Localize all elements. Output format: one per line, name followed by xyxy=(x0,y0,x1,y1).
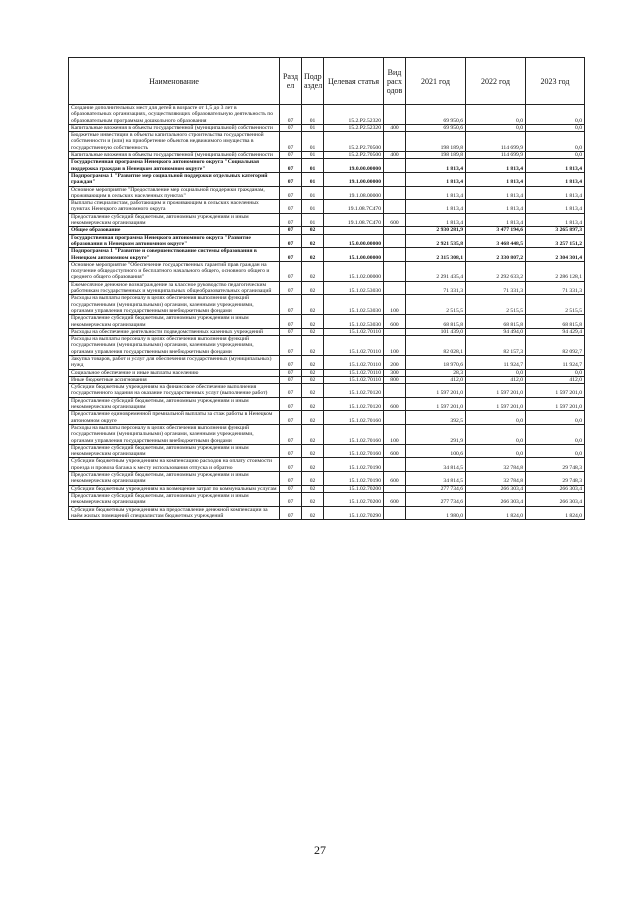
row-target-article-cell: 15.1.02.70110 xyxy=(324,355,384,369)
row-2023-cell: 1 597 201,0 xyxy=(526,397,585,411)
row-expense-type-cell: 600 xyxy=(384,492,406,506)
table-body xyxy=(69,105,585,520)
row-2021-cell: 2 315 308,1 xyxy=(406,248,466,262)
row-2022-cell: 114 699,9 xyxy=(466,152,526,159)
table-row xyxy=(69,336,585,356)
row-2021-cell: 68 815,8 xyxy=(406,315,466,329)
row-target-article-cell: 15.1.02.70200 xyxy=(324,492,384,506)
row-section-cell: 07 xyxy=(280,485,302,492)
row-2022-cell: 0,0 xyxy=(466,411,526,425)
row-subsection-cell: 02 xyxy=(302,261,324,281)
row-2021-cell: 69 950,6 xyxy=(406,124,466,131)
row-2022-cell: 68 815,8 xyxy=(466,315,526,329)
row-2022-cell: 32 784,8 xyxy=(466,472,526,486)
row-2023-cell: 0,0 xyxy=(526,424,585,444)
row-2022-cell: 2 515,5 xyxy=(466,295,526,315)
row-2022-cell: 3 468 448,5 xyxy=(466,234,526,248)
page-number: 27 xyxy=(314,843,326,857)
row-subsection-cell: 02 xyxy=(302,234,324,248)
row-name-cell: Капитальные вложения в объекты государственной (муниципальной) собственности xyxy=(69,152,280,159)
row-subsection-cell: 02 xyxy=(302,506,324,520)
row-section-cell: 07 xyxy=(280,397,302,411)
table-row xyxy=(69,186,585,200)
row-subsection-cell: 02 xyxy=(302,227,324,234)
row-2022-cell: 11 924,7 xyxy=(466,355,526,369)
row-subsection-cell: 01 xyxy=(302,124,324,131)
row-2022-cell: 1 813,4 xyxy=(466,213,526,227)
row-name-cell: Закупка товаров, работ и услуг для обеспечения государственных (муниципальных) нужд xyxy=(69,355,280,369)
row-target-article-cell: 15.1.02.70110 xyxy=(324,376,384,383)
row-target-article-cell: 15.1.02.70160 xyxy=(324,411,384,425)
header-year-2023: 2023 год xyxy=(526,58,585,105)
row-2023-cell: 266 303,4 xyxy=(526,492,585,506)
row-expense-type-cell: 400 xyxy=(384,152,406,159)
budget-table xyxy=(68,57,585,520)
row-section-cell: 07 xyxy=(280,200,302,214)
row-target-article-cell: 15.2.Р2.70500 xyxy=(324,152,384,159)
row-2023-cell: 0,0 xyxy=(526,369,585,376)
row-2022-cell: 2 292 633,2 xyxy=(466,261,526,281)
row-section-cell: 07 xyxy=(280,213,302,227)
table-row xyxy=(69,384,585,398)
row-expense-type-cell: 600 xyxy=(384,397,406,411)
row-2023-cell: 68 815,8 xyxy=(526,315,585,329)
row-2022-cell: 82 157,3 xyxy=(466,336,526,356)
row-subsection-cell: 02 xyxy=(302,444,324,458)
row-target-article-cell: 19.1.08.7С470 xyxy=(324,200,384,214)
row-2021-cell: 2 515,5 xyxy=(406,295,466,315)
row-target-article-cell xyxy=(324,227,384,234)
row-name-cell: Социальное обеспечение и иные выплаты населению xyxy=(69,369,280,376)
row-target-article-cell: 15.1.02.70160 xyxy=(324,444,384,458)
row-2021-cell: 392,5 xyxy=(406,411,466,425)
row-subsection-cell: 02 xyxy=(302,295,324,315)
row-target-article-cell: 15.1.02.70120 xyxy=(324,397,384,411)
row-subsection-cell: 01 xyxy=(302,159,324,173)
row-2023-cell: 11 924,7 xyxy=(526,355,585,369)
row-2021-cell: 2 921 535,8 xyxy=(406,234,466,248)
row-target-article-cell: 19.1.08.7С470 xyxy=(324,213,384,227)
row-name-cell: Предоставление субсидий бюджетным, автономным учреждениям и иным некоммерческим организациям xyxy=(69,315,280,329)
row-name-cell: Выплаты специалистам, работающим и проживающим в сельских населенных пунктах Ненецкого автономного округа xyxy=(69,200,280,214)
row-2022-cell: 0,0 xyxy=(466,369,526,376)
table-row xyxy=(69,328,585,335)
row-subsection-cell: 02 xyxy=(302,424,324,444)
row-2023-cell: 0,0 xyxy=(526,132,585,152)
row-2023-cell: 412,0 xyxy=(526,376,585,383)
row-section-cell: 07 xyxy=(280,458,302,472)
row-expense-type-cell xyxy=(384,458,406,472)
table-row xyxy=(69,152,585,159)
row-subsection-cell: 01 xyxy=(302,213,324,227)
row-expense-type-cell: 600 xyxy=(384,472,406,486)
row-2022-cell: 0,0 xyxy=(466,444,526,458)
row-target-article-cell: 15.0.00.00000 xyxy=(324,234,384,248)
row-target-article-cell: 15.2.Р2.52320 xyxy=(324,124,384,131)
row-section-cell: 07 xyxy=(280,355,302,369)
row-name-cell: Государственная программа Ненецкого автономного округа "Развитие образования в Ненецком автономном округе" xyxy=(69,234,280,248)
row-target-article-cell: 15.1.02.70120 xyxy=(324,384,384,398)
table-row xyxy=(69,227,585,234)
row-expense-type-cell: 300 xyxy=(384,369,406,376)
row-2023-cell: 1 813,4 xyxy=(526,213,585,227)
row-expense-type-cell: 600 xyxy=(384,444,406,458)
row-2022-cell: 94 494,0 xyxy=(466,328,526,335)
row-expense-type-cell xyxy=(384,506,406,520)
header-year-2021: 2021 год xyxy=(406,58,466,105)
row-target-article-cell: 15.1.02.70200 xyxy=(324,485,384,492)
row-2022-cell: 1 813,4 xyxy=(466,200,526,214)
row-2021-cell: 291,9 xyxy=(406,424,466,444)
table-row xyxy=(69,132,585,152)
row-2023-cell: 29 748,3 xyxy=(526,458,585,472)
row-subsection-cell: 02 xyxy=(302,485,324,492)
row-2022-cell: 1 597 201,0 xyxy=(466,384,526,398)
row-2023-cell: 2 304 301,4 xyxy=(526,248,585,262)
row-section-cell: 07 xyxy=(280,132,302,152)
row-expense-type-cell xyxy=(384,132,406,152)
table-row xyxy=(69,124,585,131)
row-target-article-cell: 15.1.02.70110 xyxy=(324,328,384,335)
row-subsection-cell: 02 xyxy=(302,355,324,369)
row-target-article-cell: 15.1.02.70160 xyxy=(324,424,384,444)
row-2021-cell: 1 813,4 xyxy=(406,186,466,200)
row-expense-type-cell xyxy=(384,261,406,281)
row-2023-cell: 0,0 xyxy=(526,152,585,159)
table-row xyxy=(69,506,585,520)
row-expense-type-cell: 400 xyxy=(384,124,406,131)
table-row xyxy=(69,172,585,186)
row-section-cell: 07 xyxy=(280,369,302,376)
row-2023-cell: 1 813,4 xyxy=(526,200,585,214)
row-2021-cell: 69 950,6 xyxy=(406,105,466,125)
row-section-cell: 07 xyxy=(280,234,302,248)
row-2021-cell: 2 930 281,9 xyxy=(406,227,466,234)
row-subsection-cell: 02 xyxy=(302,472,324,486)
row-2021-cell: 1 597 201,0 xyxy=(406,384,466,398)
table-row xyxy=(69,444,585,458)
row-expense-type-cell xyxy=(384,234,406,248)
row-subsection-cell: 01 xyxy=(302,152,324,159)
row-2023-cell: 1 597 201,0 xyxy=(526,384,585,398)
row-subsection-cell: 02 xyxy=(302,248,324,262)
row-subsection-cell: 02 xyxy=(302,281,324,295)
table-row xyxy=(69,458,585,472)
table-row xyxy=(69,492,585,506)
table-row xyxy=(69,424,585,444)
row-2023-cell: 29 748,3 xyxy=(526,472,585,486)
row-2022-cell: 114 699,9 xyxy=(466,132,526,152)
row-expense-type-cell xyxy=(384,384,406,398)
row-2023-cell: 2 515,5 xyxy=(526,295,585,315)
table-row xyxy=(69,248,585,262)
row-subsection-cell: 02 xyxy=(302,376,324,383)
table-row xyxy=(69,376,585,383)
row-target-article-cell: 15.1.02.00000 xyxy=(324,261,384,281)
row-subsection-cell: 02 xyxy=(302,336,324,356)
row-expense-type-cell xyxy=(384,172,406,186)
row-section-cell: 07 xyxy=(280,411,302,425)
row-name-cell: Предоставление субсидий бюджетным, автономным учреждениям и иным некоммерческим организациям xyxy=(69,213,280,227)
row-section-cell: 07 xyxy=(280,281,302,295)
row-target-article-cell: 19.0.00.00000 xyxy=(324,159,384,173)
row-2021-cell: 100,6 xyxy=(406,444,466,458)
row-expense-type-cell: 100 xyxy=(384,295,406,315)
table-row xyxy=(69,105,585,125)
row-2022-cell: 1 813,4 xyxy=(466,172,526,186)
row-2021-cell: 1 813,4 xyxy=(406,172,466,186)
row-section-cell: 07 xyxy=(280,159,302,173)
row-2021-cell: 277 734,6 xyxy=(406,492,466,506)
row-target-article-cell: 15.1.00.00000 xyxy=(324,248,384,262)
row-name-cell: Подпрограмма 1 "Развитие и совершенствование системы образования в Ненецком автономном округе" xyxy=(69,248,280,262)
row-2021-cell: 277 734,6 xyxy=(406,485,466,492)
table-row xyxy=(69,234,585,248)
row-expense-type-cell: 200 xyxy=(384,355,406,369)
table-row xyxy=(69,159,585,173)
row-name-cell: Подпрограмма 1 "Развитие мер социальной поддержки отдельных категорий граждан" xyxy=(69,172,280,186)
row-2021-cell: 198 189,8 xyxy=(406,132,466,152)
row-name-cell: Капитальные вложения в объекты государственной (муниципальной) собственности xyxy=(69,124,280,131)
row-section-cell: 07 xyxy=(280,444,302,458)
header-subsection: Подр аздел xyxy=(302,58,324,105)
row-2023-cell: 3 257 151,2 xyxy=(526,234,585,248)
row-2022-cell: 0,0 xyxy=(466,105,526,125)
row-subsection-cell: 01 xyxy=(302,200,324,214)
row-2023-cell: 1 813,4 xyxy=(526,186,585,200)
row-subsection-cell: 01 xyxy=(302,132,324,152)
row-2023-cell: 1 813,4 xyxy=(526,159,585,173)
row-2021-cell: 28,3 xyxy=(406,369,466,376)
row-name-cell: Общее образование xyxy=(69,227,280,234)
row-subsection-cell: 02 xyxy=(302,369,324,376)
row-expense-type-cell: 600 xyxy=(384,315,406,329)
row-section-cell: 07 xyxy=(280,492,302,506)
row-section-cell: 07 xyxy=(280,172,302,186)
row-2021-cell: 2 291 435,4 xyxy=(406,261,466,281)
table-row xyxy=(69,355,585,369)
table-row xyxy=(69,397,585,411)
row-section-cell: 07 xyxy=(280,152,302,159)
row-section-cell: 07 xyxy=(280,124,302,131)
row-name-cell: Предоставление субсидий бюджетным, автономным учреждениям и иным некоммерческим организациям xyxy=(69,397,280,411)
table-row xyxy=(69,261,585,281)
row-expense-type-cell xyxy=(384,248,406,262)
row-expense-type-cell xyxy=(384,105,406,125)
table-row xyxy=(69,369,585,376)
row-2022-cell: 1 824,0 xyxy=(466,506,526,520)
row-2022-cell: 32 784,8 xyxy=(466,458,526,472)
header-target-article: Целевая статья xyxy=(324,58,384,105)
row-target-article-cell: 15.2.Р2.70500 xyxy=(324,132,384,152)
row-2023-cell: 1 813,4 xyxy=(526,172,585,186)
row-name-cell: Расходы на обеспечение деятельности подведомственных казенных учреждений xyxy=(69,328,280,335)
row-target-article-cell: 15.1.02.70110 xyxy=(324,369,384,376)
row-subsection-cell: 01 xyxy=(302,172,324,186)
row-section-cell: 07 xyxy=(280,261,302,281)
row-2023-cell: 0,0 xyxy=(526,124,585,131)
row-subsection-cell: 01 xyxy=(302,186,324,200)
row-2021-cell: 71 331,3 xyxy=(406,281,466,295)
row-section-cell: 07 xyxy=(280,105,302,125)
row-2021-cell: 1 813,4 xyxy=(406,200,466,214)
row-name-cell: Бюджетные инвестиции в объекты капитального строительства государственной собственности и (или) на приобретение объектов недвижимого имущества в государственную собственность xyxy=(69,132,280,152)
row-expense-type-cell xyxy=(384,200,406,214)
table-row xyxy=(69,315,585,329)
row-expense-type-cell xyxy=(384,328,406,335)
row-2023-cell: 82 092,7 xyxy=(526,336,585,356)
row-expense-type-cell xyxy=(384,281,406,295)
row-name-cell: Расходы на выплаты персоналу в целях обеспечения выполнения функций государственными (муниципальными) органами, казенными учреждениями, органами управления государственными внебюджетными фондами xyxy=(69,424,280,444)
table-row xyxy=(69,281,585,295)
row-expense-type-cell xyxy=(384,411,406,425)
row-name-cell: Субсидии бюджетным учреждениям на возмещение затрат по коммунальным услугам xyxy=(69,485,280,492)
row-section-cell: 07 xyxy=(280,248,302,262)
header-section: Разд ел xyxy=(280,58,302,105)
row-section-cell: 07 xyxy=(280,506,302,520)
row-2023-cell: 0,0 xyxy=(526,411,585,425)
row-2022-cell: 266 303,4 xyxy=(466,492,526,506)
row-subsection-cell: 02 xyxy=(302,411,324,425)
row-name-cell: Предоставление субсидий бюджетным, автономным учреждениям и иным некоммерческим организациям xyxy=(69,444,280,458)
row-2023-cell: 0,0 xyxy=(526,444,585,458)
row-2021-cell: 34 814,5 xyxy=(406,472,466,486)
row-2023-cell: 266 303,4 xyxy=(526,485,585,492)
row-2022-cell: 71 331,3 xyxy=(466,281,526,295)
header-expense-type: Вид расх одов xyxy=(384,58,406,105)
row-subsection-cell: 02 xyxy=(302,492,324,506)
row-section-cell: 07 xyxy=(280,315,302,329)
row-section-cell: 07 xyxy=(280,186,302,200)
row-name-cell: Предоставление субсидий бюджетным, автономным учреждениям и иным некоммерческим организациям xyxy=(69,472,280,486)
table-row xyxy=(69,411,585,425)
row-expense-type-cell: 600 xyxy=(384,213,406,227)
header-name: Наименование xyxy=(69,58,280,105)
row-target-article-cell: 15.1.02.70190 xyxy=(324,472,384,486)
row-2022-cell: 0,0 xyxy=(466,124,526,131)
row-2023-cell: 94 429,4 xyxy=(526,328,585,335)
row-name-cell: Основное мероприятие "Предоставление мер социальной поддержки гражданам, проживающим в сельских населенных пунктах" xyxy=(69,186,280,200)
row-subsection-cell: 01 xyxy=(302,105,324,125)
row-expense-type-cell xyxy=(384,227,406,234)
row-expense-type-cell xyxy=(384,186,406,200)
row-target-article-cell: 15.1.02.53030 xyxy=(324,295,384,315)
table-row xyxy=(69,472,585,486)
row-2021-cell: 412,0 xyxy=(406,376,466,383)
row-2023-cell: 71 331,3 xyxy=(526,281,585,295)
row-2021-cell: 34 814,5 xyxy=(406,458,466,472)
row-2022-cell: 412,0 xyxy=(466,376,526,383)
row-2021-cell: 1 597 201,0 xyxy=(406,397,466,411)
row-2022-cell: 2 330 807,2 xyxy=(466,248,526,262)
row-section-cell: 07 xyxy=(280,227,302,234)
row-2023-cell: 2 286 128,1 xyxy=(526,261,585,281)
row-2023-cell: 0,0 xyxy=(526,105,585,125)
row-2021-cell: 101 439,0 xyxy=(406,328,466,335)
row-target-article-cell: 15.1.02.70190 xyxy=(324,458,384,472)
row-2022-cell: 266 303,4 xyxy=(466,485,526,492)
header-year-2022: 2022 год xyxy=(466,58,526,105)
row-expense-type-cell: 100 xyxy=(384,424,406,444)
row-section-cell: 07 xyxy=(280,424,302,444)
row-name-cell: Создание дополнительных мест для детей в возрасте от 1,5 до 3 лет в образовательных организациях, осуществляющих образовательную деятельность по образовательным программам дошкольного образования xyxy=(69,105,280,125)
row-2021-cell: 1 813,4 xyxy=(406,159,466,173)
row-target-article-cell: 15.1.02.53030 xyxy=(324,315,384,329)
row-2021-cell: 82 028,1 xyxy=(406,336,466,356)
row-target-article-cell: 19.1.00.00000 xyxy=(324,172,384,186)
row-name-cell: Ежемесячное денежное вознаграждение за классное руководство педагогическим работникам государственных и муниципальных общеобразовательных организаций xyxy=(69,281,280,295)
row-section-cell: 07 xyxy=(280,472,302,486)
table-row xyxy=(69,200,585,214)
row-2022-cell: 3 477 194,6 xyxy=(466,227,526,234)
row-name-cell: Основное мероприятие "Обеспечение государственных гарантий прав граждан на получение общедоступного и бесплатного начального общего, основного общего и среднего общего образования" xyxy=(69,261,280,281)
row-name-cell: Иные бюджетные ассигнования xyxy=(69,376,280,383)
row-section-cell: 07 xyxy=(280,384,302,398)
row-target-article-cell: 15.1.02.70110 xyxy=(324,336,384,356)
row-name-cell: Предоставление субсидий бюджетным, автономным учреждениям и иным некоммерческим организациям xyxy=(69,492,280,506)
row-name-cell: Предоставление единовременной премиальной выплаты за стаж работы в Ненецком автономном округе xyxy=(69,411,280,425)
row-target-article-cell: 19.1.08.00000 xyxy=(324,186,384,200)
row-subsection-cell: 02 xyxy=(302,384,324,398)
table-header-row xyxy=(69,58,585,105)
row-expense-type-cell: 800 xyxy=(384,376,406,383)
row-2022-cell: 1 813,4 xyxy=(466,159,526,173)
row-name-cell: Расходы на выплаты персоналу в целях обеспечения выполнения функций государственными (муниципальными) органами, казенными учреждениями, органами управления государственными внебюджетными фондами xyxy=(69,295,280,315)
row-2021-cell: 18 970,6 xyxy=(406,355,466,369)
row-name-cell: Государственная программа Ненецкого автономного округа "Социальная поддержка граждан в Ненецком автономном округе" xyxy=(69,159,280,173)
row-2022-cell: 0,0 xyxy=(466,424,526,444)
row-name-cell: Субсидии бюджетным учреждениям на финансовое обеспечение выполнения государственного задания на оказание государственных услуг (выполнение работ) xyxy=(69,384,280,398)
row-expense-type-cell: 100 xyxy=(384,336,406,356)
row-2023-cell: 3 265 897,3 xyxy=(526,227,585,234)
row-section-cell: 07 xyxy=(280,295,302,315)
table-row xyxy=(69,295,585,315)
row-2022-cell: 1 813,4 xyxy=(466,186,526,200)
row-2023-cell: 1 824,0 xyxy=(526,506,585,520)
row-target-article-cell: 15.1.02.53030 xyxy=(324,281,384,295)
row-section-cell: 07 xyxy=(280,376,302,383)
table-row xyxy=(69,485,585,492)
row-2021-cell: 1 980,0 xyxy=(406,506,466,520)
row-2021-cell: 198 189,8 xyxy=(406,152,466,159)
row-target-article-cell: 15.1.02.70290 xyxy=(324,506,384,520)
row-expense-type-cell xyxy=(384,159,406,173)
row-section-cell: 07 xyxy=(280,328,302,335)
row-2021-cell: 1 813,4 xyxy=(406,213,466,227)
table-row xyxy=(69,213,585,227)
row-name-cell: Субсидии бюджетным учреждениям на компенсацию расходов на оплату стоимости проезда и провоза багажа к месту использования отпуска и обратно xyxy=(69,458,280,472)
row-name-cell: Расходы на выплаты персоналу в целях обеспечения выполнения функций государственными (муниципальными) органами, казенными учреждениями, органами управления государственными внебюджетными фондами xyxy=(69,336,280,356)
row-name-cell: Субсидии бюджетным учреждениям на предоставление денежной компенсации за наём жилых помещений специалистам бюджетных учреждений xyxy=(69,506,280,520)
row-section-cell: 07 xyxy=(280,336,302,356)
row-subsection-cell: 02 xyxy=(302,315,324,329)
row-2022-cell: 1 597 201,0 xyxy=(466,397,526,411)
row-target-article-cell: 15.2.Р2.52320 xyxy=(324,105,384,125)
row-subsection-cell: 02 xyxy=(302,397,324,411)
row-expense-type-cell xyxy=(384,485,406,492)
row-subsection-cell: 02 xyxy=(302,458,324,472)
row-subsection-cell: 02 xyxy=(302,328,324,335)
